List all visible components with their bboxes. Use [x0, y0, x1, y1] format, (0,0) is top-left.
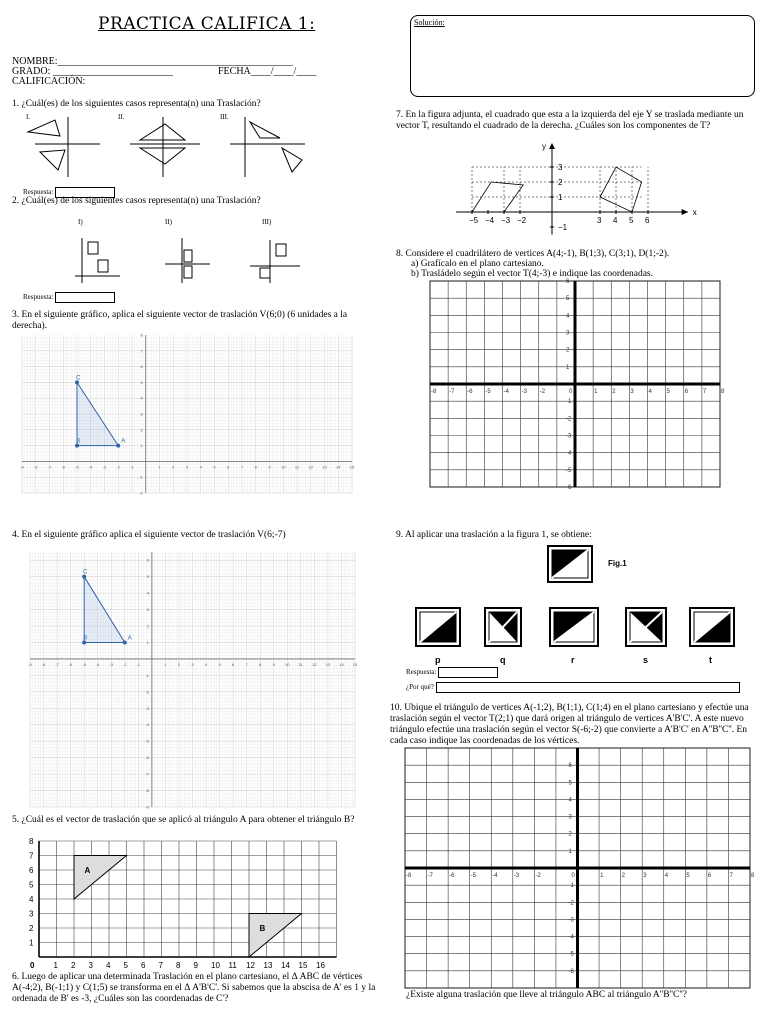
vertex-label: A — [121, 438, 126, 445]
x-tick-label: -3 — [513, 873, 520, 879]
x-tick-label: −4 — [485, 216, 495, 225]
q10-graph[interactable] — [405, 748, 755, 988]
x-tick-label: 2 — [172, 464, 175, 470]
x-tick-label: -6 — [68, 661, 73, 667]
y-tick-label: 5 — [566, 296, 570, 303]
y-tick-label: -6 — [145, 755, 149, 761]
y-arrow — [549, 143, 555, 149]
y-tick-label: -6 — [566, 485, 572, 491]
q7-figure — [455, 134, 695, 234]
x-tick-label: -7 — [47, 464, 52, 470]
q2-text: 2. ¿Cuál(es) de los siguientes casos representa(n) una Traslación? — [12, 196, 261, 206]
x-tick-label: 10 — [285, 661, 290, 667]
x-tick-label: 6 — [227, 464, 230, 470]
x-tick-label: 8 — [176, 961, 181, 970]
q8-part-a: a) Grafícalo en el plano cartesiano. — [411, 259, 544, 269]
y-tick-label: 2 — [568, 831, 572, 838]
q2-figure — [60, 228, 310, 288]
x-tick-label: -6 — [449, 873, 455, 879]
vertex-a — [123, 640, 127, 644]
x-tick-label: −2 — [517, 216, 527, 225]
q9-why: ¿Por qué? — [406, 682, 740, 693]
y-tick-label: -2 — [566, 416, 572, 423]
q1-figure — [20, 112, 305, 182]
x-tick-label: 6 — [645, 216, 650, 225]
x-tick-label: -5 — [75, 464, 79, 470]
x-tick-label: 1 — [164, 661, 167, 667]
y-axis-label: y — [542, 142, 546, 151]
y-tick-label: 3 — [568, 814, 572, 821]
x-tick-label: 1 — [600, 873, 604, 879]
q9-figure — [410, 542, 750, 667]
y-tick-label: -4 — [566, 450, 572, 457]
q2-answer-box[interactable] — [55, 292, 115, 303]
option-s-label: s — [643, 655, 649, 665]
q1-opt-3: III. — [220, 113, 229, 121]
q1-answer: Respuesta: — [23, 187, 115, 198]
x-tick-label: 7 — [158, 961, 163, 970]
x-tick-label: -8 — [431, 389, 437, 395]
q8-text: 8. Considere el cuadrilátero de vertices A(4;-1), B(1;3), C(3;1), D(1;-2). — [396, 249, 670, 259]
x-tick-label: -3 — [109, 661, 114, 667]
x-tick-label: -3 — [521, 389, 527, 395]
y-tick-label: 8 — [29, 837, 34, 846]
y-tick-label: 3 — [29, 909, 34, 919]
triangle-b — [249, 914, 302, 958]
y-tick-label: 3 — [140, 411, 143, 417]
q2-opt-2: II) — [165, 218, 172, 226]
x-tick-label: 12 — [308, 464, 313, 470]
x-tick-label: 5 — [666, 389, 670, 395]
x-tick-label: 3 — [597, 216, 602, 225]
vertex-label: B — [83, 635, 88, 642]
right-square — [600, 167, 642, 212]
option-r-label: r — [571, 655, 575, 665]
y-tick-label: 8 — [140, 332, 143, 338]
triangle-a — [74, 856, 127, 900]
x-tick-label: −3 — [501, 216, 511, 225]
option-q-label: q — [500, 655, 506, 665]
y-tick-label: -4 — [145, 722, 149, 728]
x-tick-label: 1 — [594, 389, 598, 395]
y-tick-label: -1 — [139, 474, 143, 480]
x-tick-label: -7 — [449, 389, 455, 395]
x-tick-label: -2 — [539, 389, 546, 395]
y-tick-label: 6 — [566, 279, 570, 285]
grade-field[interactable]: GRADO: ________________________ — [12, 66, 173, 77]
x-tick-label: 13 — [263, 961, 273, 970]
x-tick-label: 7 — [702, 389, 707, 395]
x-tick-label: 12 — [246, 961, 255, 970]
q2-opt-3: III) — [262, 218, 272, 226]
q10-text: 10. Ubique el triángulo de vertices A(-1;2), B(1;1), C(1;4) en el plano cartesiano y efectúe una traslación según el vector T(2;1) que dará origen al triángulo de vertices A'B'C'. A este nuevo triángulo efectúe una traslación según el vector S(-6;-2) que convierte a A'B'C' en A''B''C''. En cada caso indique las coordenadas de los vértices. — [390, 703, 749, 746]
x-arrow — [682, 209, 688, 215]
x-tick-label: 4 — [199, 464, 202, 470]
x-tick-label: -9 — [28, 661, 32, 667]
y-tick-label: -5 — [566, 467, 572, 474]
y-tick-label: -2 — [139, 490, 143, 496]
q7-text: 7. En la figura adjunta, el cuadrado que esta a la izquierda del eje Y se traslada mediante un vector T, resultando el cuadrado de la derecha. ¿Cuáles son los componentes de T? — [396, 110, 744, 131]
y-tick-label: 1 — [140, 443, 143, 449]
x-tick-label: 12 — [312, 661, 317, 667]
y-tick-label: -9 — [145, 804, 149, 810]
x-tick-label: -2 — [535, 873, 541, 879]
y-tick-label: 4 — [140, 395, 143, 401]
x-tick-label: -5 — [470, 873, 477, 879]
x-tick-label: 3 — [185, 464, 189, 470]
name-field[interactable]: NOMBRE:_______________________________________________ — [12, 56, 293, 67]
x-tick-label: -6 — [467, 389, 473, 395]
y-tick-label: 5 — [146, 574, 149, 580]
x-tick-label: 3 — [630, 389, 634, 395]
y-tick-label: -5 — [568, 951, 574, 958]
x-tick-label: -5 — [82, 661, 86, 667]
vertex-label: A — [127, 635, 132, 642]
triangle-b-label: B — [259, 923, 266, 933]
y-tick-label: 4 — [566, 313, 570, 320]
x-tick-label: 14 — [336, 464, 341, 470]
q8-part-b: b) Trasládelo según el vector T(4;-3) e indique las coordenadas. — [411, 269, 654, 279]
x-tick-label: 14 — [339, 661, 344, 667]
x-tick-label: 6 — [141, 961, 146, 970]
q5-text: 5. ¿Cuál es el vector de traslación que se aplicó al triángulo A para obtener el triángulo B? — [12, 815, 355, 825]
y-tick-label: 4 — [146, 590, 149, 596]
y-tick-label: 2 — [558, 178, 563, 187]
page-title: PRACTICA CALIFICA 1: — [98, 14, 316, 34]
q9-text: 9. Al aplicar una traslación a la figura 1, se obtiene: — [396, 530, 592, 540]
x-tick-label: 1 — [158, 464, 161, 470]
x-tick-label: 5 — [123, 961, 128, 970]
x-tick-label: 4 — [664, 873, 669, 879]
x-tick-label: 2 — [612, 389, 616, 395]
y-tick-label: 5 — [29, 880, 34, 890]
x-tick-label: -7 — [55, 661, 59, 667]
x-tick-label: 11 — [294, 464, 300, 470]
x-tick-label: 13 — [325, 661, 331, 667]
y-tick-label: -5 — [145, 738, 149, 744]
y-tick-label: 1 — [568, 848, 572, 855]
x-tick-label: 10 — [281, 464, 286, 470]
x-tick-label: -9 — [20, 464, 24, 470]
q5-graph — [25, 836, 355, 970]
q3-graph[interactable] — [20, 332, 355, 496]
y-tick-label: -3 — [145, 705, 149, 711]
y-tick-label: 2 — [29, 924, 34, 933]
x-axis-label: x — [692, 208, 697, 217]
x-tick-label: 7 — [240, 464, 244, 470]
y-tick-label: 2 — [140, 427, 143, 433]
x-tick-label: 5 — [213, 464, 216, 470]
vertex-label: C — [83, 569, 88, 576]
y-tick-label: 7 — [140, 348, 143, 354]
q9-why-box[interactable] — [436, 682, 740, 693]
y-tick-label: 6 — [140, 364, 143, 370]
fig1-label: Fig.1 — [608, 559, 627, 568]
q4-text: 4. En el siguiente gráfico aplica el siguiente vector de traslación V(6;-7) — [12, 530, 286, 540]
x-tick-label: 14 — [281, 961, 290, 970]
y-tick-label: 2 — [566, 347, 570, 354]
x-tick-label: 2 — [621, 873, 625, 879]
x-tick-label: 4 — [648, 389, 652, 395]
vertex-label: C — [76, 375, 81, 382]
option-p-label: p — [435, 655, 441, 665]
y-tick-label: -3 — [568, 917, 574, 924]
y-tick-label: -2 — [145, 689, 149, 695]
x-tick-label: 3 — [643, 873, 647, 879]
x-tick-label: -8 — [41, 661, 46, 667]
q3-text: 3. En el siguiente gráfico, aplica el siguiente vector de traslación V(6;0) (6 unidades a la derecha). — [12, 310, 348, 331]
y-tick-label: -1 — [566, 399, 572, 406]
y-tick-label: 6 — [146, 557, 149, 563]
x-tick-label: 0 — [571, 873, 575, 879]
solution-box[interactable] — [410, 15, 755, 97]
q10-footer: ¿Existe alguna traslación que lleve al triángulo ABC al triángulo A''B''C''? — [406, 990, 687, 1000]
y-tick-label: -4 — [568, 934, 574, 941]
y-tick-label: -6 — [568, 968, 574, 975]
y-tick-label: -3 — [566, 433, 572, 440]
x-tick-label: -4 — [88, 464, 93, 470]
x-tick-label: −5 — [469, 216, 479, 225]
x-tick-label: 4 — [106, 961, 111, 970]
x-tick-label: 7 — [729, 873, 733, 879]
y-tick-label: -7 — [145, 771, 149, 777]
x-tick-label: 7 — [245, 661, 248, 667]
q1-text: 1. ¿Cuál(es) de los siguientes casos representa(n) una Traslación? — [12, 99, 261, 109]
vertex-label: B — [76, 438, 81, 445]
x-tick-label: 5 — [686, 873, 690, 879]
x-tick-label: -8 — [406, 873, 412, 879]
x-tick-label: -1 — [136, 661, 141, 667]
x-tick-label: 4 — [204, 661, 208, 667]
y-tick-label: 4 — [29, 895, 34, 904]
x-tick-label: 8 — [254, 464, 257, 470]
y-tick-label: -1 — [568, 883, 574, 890]
q9-answer-box[interactable] — [438, 667, 498, 678]
x-tick-label: 10 — [211, 961, 220, 970]
x-tick-label: -4 — [95, 661, 100, 667]
x-tick-label: -5 — [485, 389, 491, 395]
x-tick-label: 15 — [349, 464, 355, 470]
y-tick-label: 1 — [146, 639, 149, 645]
x-tick-label: 16 — [316, 961, 325, 970]
y-tick-label: 6 — [29, 866, 34, 875]
q6-text: 6. Luego de aplicar una determinada Traslación en el plano cartesiano, el Δ ABC de vértices A(-4;2), B(-1;1) y C(1;5) se transforma en el Δ A'B'C'. Si sabemos que la abscisa de A' es 1 y la ordenada de B' es -3, ¿Cuáles son las coordenadas de C'? — [12, 972, 376, 1004]
x-tick-label: 6 — [232, 661, 235, 667]
y-tick-label: 6 — [568, 763, 572, 770]
date-field[interactable]: FECHA____/____/____ — [218, 66, 317, 77]
x-tick-label: -8 — [33, 464, 38, 470]
y-tick-label: 1 — [558, 193, 563, 202]
y-tick-label: 1 — [29, 938, 34, 948]
x-tick-label: 11 — [228, 961, 237, 970]
y-tick-label: 4 — [568, 797, 572, 804]
y-tick-label: 3 — [566, 330, 570, 337]
y-tick-label: 5 — [140, 379, 143, 385]
y-tick-label: −1 — [558, 223, 568, 232]
x-tick-label: 8 — [721, 389, 725, 395]
x-tick-label: -4 — [492, 873, 498, 879]
x-tick-label: 4 — [613, 216, 618, 225]
x-tick-label: 5 — [629, 216, 634, 225]
vertex-a — [116, 444, 120, 448]
x-tick-label: 11 — [298, 661, 303, 667]
q9-answer: Respuesta: — [406, 667, 498, 678]
x-tick-label: 3 — [191, 661, 194, 667]
x-tick-label: -3 — [102, 464, 107, 470]
y-tick-label: 3 — [146, 607, 149, 613]
y-tick-label: -8 — [145, 788, 149, 794]
x-tick-label: -6 — [61, 464, 66, 470]
x-tick-label: -7 — [427, 873, 433, 879]
y-tick-label: 5 — [568, 780, 572, 787]
x-tick-label: 8 — [751, 873, 755, 879]
x-tick-label: 9 — [268, 464, 271, 470]
x-tick-label: 0 — [569, 389, 573, 395]
q1-opt-2: II. — [118, 113, 125, 121]
q4-graph[interactable] — [28, 552, 358, 810]
y-tick-label: 2 — [146, 623, 149, 629]
x-tick-label: 2 — [71, 961, 76, 970]
x-tick-label: 15 — [352, 661, 358, 667]
score-field[interactable]: CALIFICACIÓN: — [12, 76, 86, 87]
x-tick-label: -2 — [123, 661, 127, 667]
solution-label: Solución: — [414, 18, 445, 27]
x-tick-label: 9 — [272, 661, 275, 667]
x-tick-label: 8 — [259, 661, 262, 667]
q8-graph[interactable] — [430, 279, 725, 491]
x-tick-label: 9 — [193, 961, 198, 970]
x-tick-label: 13 — [322, 464, 327, 470]
x-tick-label: 15 — [298, 961, 308, 970]
x-tick-label: 6 — [707, 873, 712, 879]
y-tick-label: -1 — [145, 672, 149, 678]
x-tick-label: 6 — [684, 389, 689, 395]
x-tick-label: 2 — [177, 661, 181, 667]
option-t-label: t — [709, 655, 712, 665]
x-tick-label: 1 — [53, 961, 58, 970]
q2-opt-1: I) — [78, 218, 83, 226]
x-tick-label: 0 — [30, 961, 35, 970]
x-tick-label: -2 — [116, 464, 121, 470]
y-tick-label: 1 — [566, 364, 570, 371]
x-tick-label: 3 — [88, 961, 93, 970]
triangle-a-label: A — [84, 865, 91, 875]
y-tick-label: 7 — [29, 851, 34, 861]
q2-answer: Respuesta: — [23, 292, 115, 303]
q1-opt-1: I. — [26, 113, 31, 121]
y-tick-label: -2 — [568, 900, 574, 907]
x-tick-label: 5 — [218, 661, 221, 667]
x-tick-label: -4 — [503, 389, 509, 395]
x-tick-label: -1 — [130, 464, 134, 470]
y-tick-label: 3 — [558, 163, 563, 172]
